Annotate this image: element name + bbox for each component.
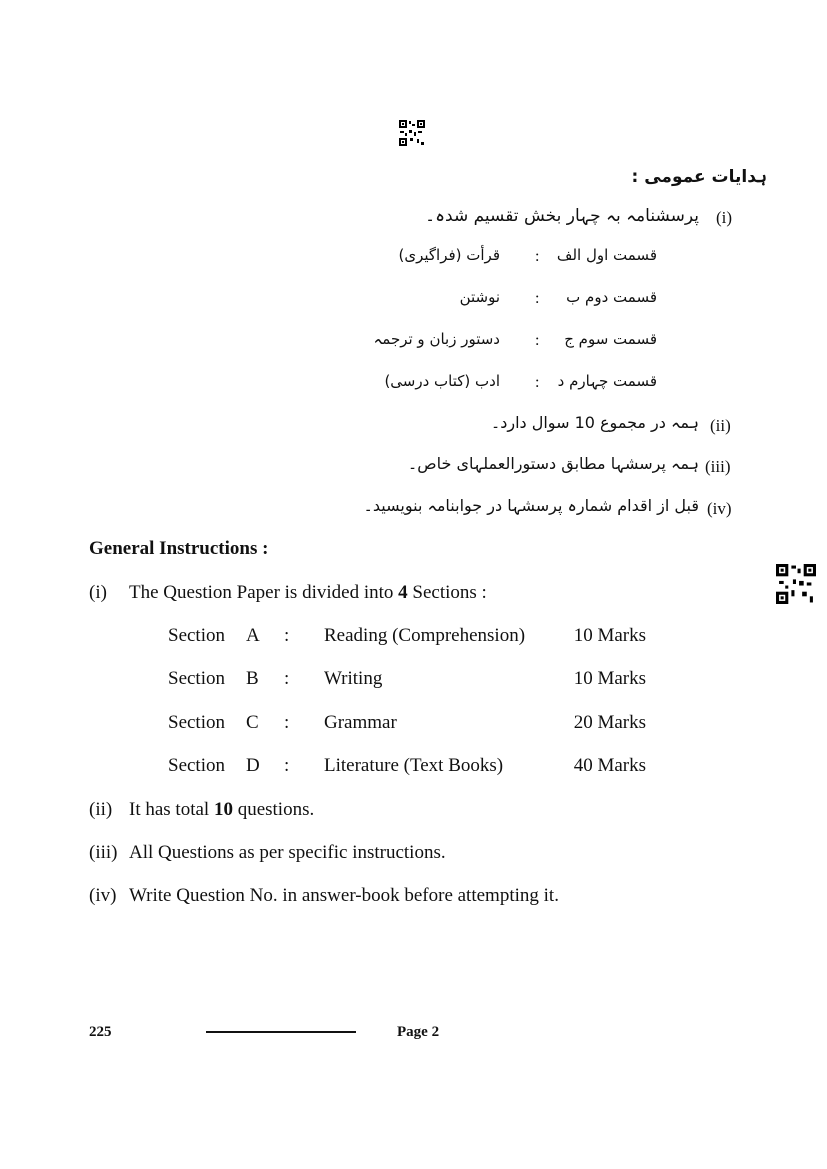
section-d-marks: 40 Marks <box>573 755 646 776</box>
english-item-i-text: The Question Paper is divided into 4 Sections : <box>129 582 487 603</box>
urdu-section-b-name: قسمت دوم ب <box>566 288 657 306</box>
section-d-colon: : <box>284 755 290 776</box>
section-a-name: Reading (Comprehension) <box>324 625 526 646</box>
section-a-colon: : <box>284 625 290 646</box>
section-c-colon: : <box>284 712 290 733</box>
english-item-iii-number: (iii) <box>89 842 118 863</box>
section-a-marks: 10 Marks <box>573 625 646 646</box>
section-b-name: Writing <box>324 668 383 689</box>
urdu-item-iii-text: ہمہ پرسشہا مطابق دستورالعملہای خاص۔ <box>407 454 699 473</box>
urdu-section-c-name: قسمت سوم ج <box>564 330 657 348</box>
urdu-item-iv-number: (iv) <box>707 499 732 518</box>
paper-code: 225 <box>89 1024 112 1040</box>
urdu-section-b-desc: نوشتن <box>459 288 500 306</box>
section-d-label: Section <box>168 755 225 776</box>
urdu-section-a-name: قسمت اول الف <box>556 246 657 264</box>
urdu-section-d-colon: : <box>535 374 540 391</box>
urdu-item-i-number: (i) <box>716 208 733 227</box>
urdu-item-iii-number: (iii) <box>705 457 731 476</box>
urdu-section-c-colon: : <box>535 332 540 349</box>
section-b-label: Section <box>168 668 225 689</box>
section-b-letter: B <box>246 668 259 689</box>
english-item-iii-text: All Questions as per specific instructions. <box>129 842 446 863</box>
urdu-item-i-text: پرسشنامہ بہ چہار بخش تقسیم شدہ۔ <box>425 206 699 226</box>
section-c-name: Grammar <box>324 712 397 733</box>
section-c-label: Section <box>168 712 225 733</box>
section-d-letter: D <box>246 755 260 776</box>
section-d-name: Literature (Text Books) <box>324 755 504 776</box>
urdu-section-d-name: قسمت چہارم د <box>557 372 657 390</box>
urdu-section-c-desc: دستور زبان و ترجمہ <box>373 330 500 348</box>
section-c-marks: 20 Marks <box>573 712 646 733</box>
section-c-letter: C <box>246 712 259 733</box>
section-b-colon: : <box>284 668 290 689</box>
urdu-item-ii-text: ہمہ در مجموع 10 سوال دارد۔ <box>490 413 699 432</box>
english-item-ii-number: (ii) <box>89 799 113 820</box>
english-item-ii-text: It has total 10 questions. <box>129 799 315 820</box>
urdu-section-b-colon: : <box>535 290 540 307</box>
section-a-letter: A <box>246 625 260 646</box>
urdu-section-d-desc: ادب (کتاب درسی) <box>384 372 500 390</box>
page-number: Page 2 <box>397 1024 440 1040</box>
urdu-heading: ہدایات عمومی : <box>631 167 767 187</box>
footer-rule <box>206 1031 356 1033</box>
urdu-section-a-colon: : <box>535 248 540 265</box>
urdu-item-iv-text: قبل از اقدام شمارہ پرسشہا در جوابنامہ بنویسید۔ <box>363 496 699 515</box>
english-item-iv-text: Write Question No. in answer-book before attempting it. <box>129 885 559 906</box>
section-b-marks: 10 Marks <box>573 668 646 689</box>
urdu-section-a-desc: قرأت (فراگیری) <box>398 246 500 264</box>
section-a-label: Section <box>168 625 225 646</box>
general-instructions-heading: General Instructions : <box>89 538 269 559</box>
qr-code-top <box>399 120 425 146</box>
qr-code-side <box>776 564 816 604</box>
urdu-item-ii-number: (ii) <box>710 416 731 435</box>
english-item-i-number: (i) <box>89 582 107 603</box>
english-item-iv-number: (iv) <box>89 885 117 906</box>
